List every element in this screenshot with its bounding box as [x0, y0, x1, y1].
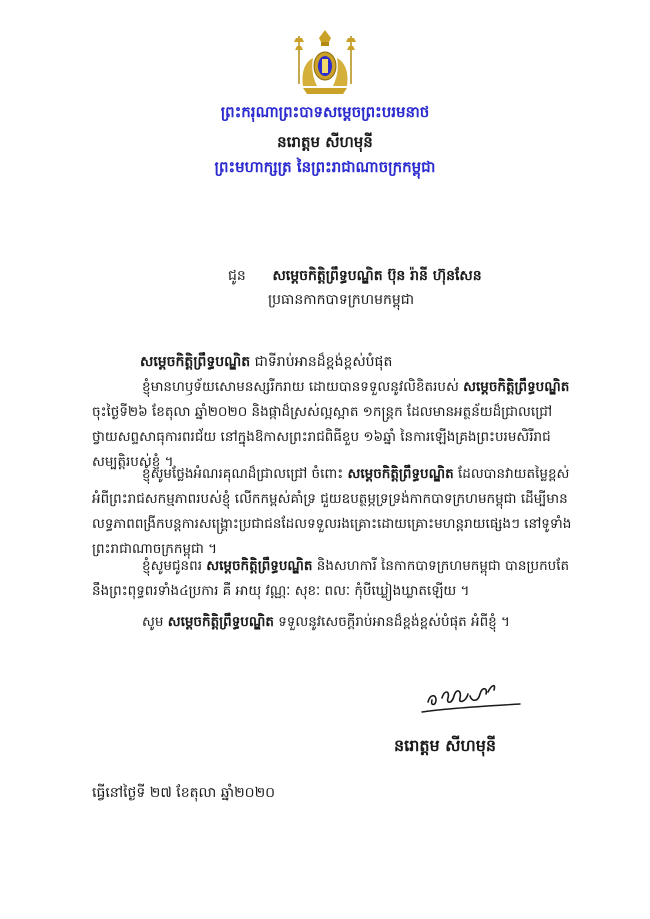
paragraph-text: ចុះថ្ងៃទី២៦ ខែតុលា ឆ្នាំ២០២០ និងផ្កាដ៏ស្រស់ល្អស្អាត ១កន្ត្រក ដែលមានអត្ថន័យដ៏ជ្រាលជ្រៅ ថ្វាយសព្ទសាធុការពរជ័យ នៅក្នុងឱកាសព្រះរាជពិធីខួប ១៦ឆ្នាំ នៃការឡើងគ្រងព្រះបរមសិរីរាជសម្បត្តិរបស់ខ្ញុំ ។ [92, 404, 553, 470]
paragraph-text: សូម [142, 614, 168, 630]
paragraph-2 [92, 462, 582, 562]
paragraph-bold: សម្តេចកិត្តិព្រឹទ្ធបណ្ឌិត [206, 558, 313, 574]
paragraph-text: ទទួលនូវសេចក្តីរាប់អានដ៏ខ្ពង់ខ្ពស់បំផុត អំពីខ្ញុំ ។ [273, 614, 510, 630]
recipient-title: ប្រធានកាកបាទក្រហមកម្ពុជា [268, 292, 415, 308]
paragraph-4 [92, 610, 582, 635]
letterhead-line-1: ព្រះករុណាព្រះបាទសម្តេចព្រះបរមនាថ [220, 103, 430, 121]
recipient-line [228, 266, 482, 287]
paragraph-bold: សម្តេចកិត្តិព្រឹទ្ធបណ្ឌិត [167, 614, 274, 630]
salutation-bold: សម្តេចកិត្តិព្រឹទ្ធបណ្ឌិត [140, 354, 251, 370]
letter-date: ធ្វើនៅថ្ងៃទី ២៧ ខែតុលា ឆ្នាំ២០២០ [92, 785, 276, 801]
paragraph-bold: សម្តេចកិត្តិព្រឹទ្ធបណ្ឌិត [463, 379, 570, 395]
signer-name: នរោត្តម សីហមុនី [394, 736, 497, 755]
paragraph-text: ខ្ញុំសូមថ្លែងអំណរគុណដ៏ជ្រាលជ្រៅ ចំពោះ [142, 466, 348, 482]
salutation [140, 352, 392, 373]
paragraph-3 [92, 554, 582, 604]
paragraph-1 [92, 375, 582, 475]
salutation-rest: ជាទីរាប់អានដ៏ខ្ពង់ខ្ពស់បំផុត [250, 354, 393, 370]
handwritten-signature [408, 672, 528, 720]
paragraph-text: និងសហការី នៃកាកបាទក្រហមកម្ពុជា បានប្រកបតែនឹងព្រះពុទ្ធពរទាំង៤ប្រការ គឺ អាយុ វណ្ណៈ សុខៈ ពលៈ កុំបីឃ្លៀងឃ្លាតឡើយ ។ [92, 558, 570, 599]
letterhead-line-2: នរោត្តម សីហមុនី [277, 133, 373, 151]
paragraph-text: ខ្ញុំមានហឫទ័យសោមនស្សរីករាយ ដោយបានទទួលនូវលិខិតរបស់ [142, 379, 464, 395]
recipient-to-label: ជូន [228, 268, 246, 284]
letterhead-line-3: ព្រះមហាក្សត្រ នៃព្រះរាជាណាចក្រកម្ពុជា [214, 158, 436, 176]
paragraph-bold: សម្តេចកិត្តិព្រឹទ្ធបណ្ឌិត [347, 466, 454, 482]
royal-arms-of-cambodia-icon [289, 28, 361, 98]
recipient-name: សម្តេចកិត្តិព្រឹទ្ធបណ្ឌិត ប៊ុន រ៉ានី ហ៊ុនសែន [272, 268, 482, 284]
paragraph-text: ដែលបានវាយតម្លៃខ្ពស់អំពីព្រះរាជសកម្មភាពរបស់ខ្ញុំ លើកកម្ពស់គាំទ្រ ជួយឧបត្ថម្ភទ្រទ្រង់កាកបាទក្រហមកម្ពុជា ដើម្បីមានលទ្ធភាពពង្រីកបន្តការសង្គ្រោះប្រជាជនដែលទទួលរងគ្រោះដោយគ្រោះមហន្តរាយផ្សេងៗ នៅទូទាំងព្រះរាជាណាចក្រកម្ពុជា ។ [92, 466, 572, 557]
paragraph-text: ខ្ញុំសូមជូនពរ [142, 558, 207, 574]
